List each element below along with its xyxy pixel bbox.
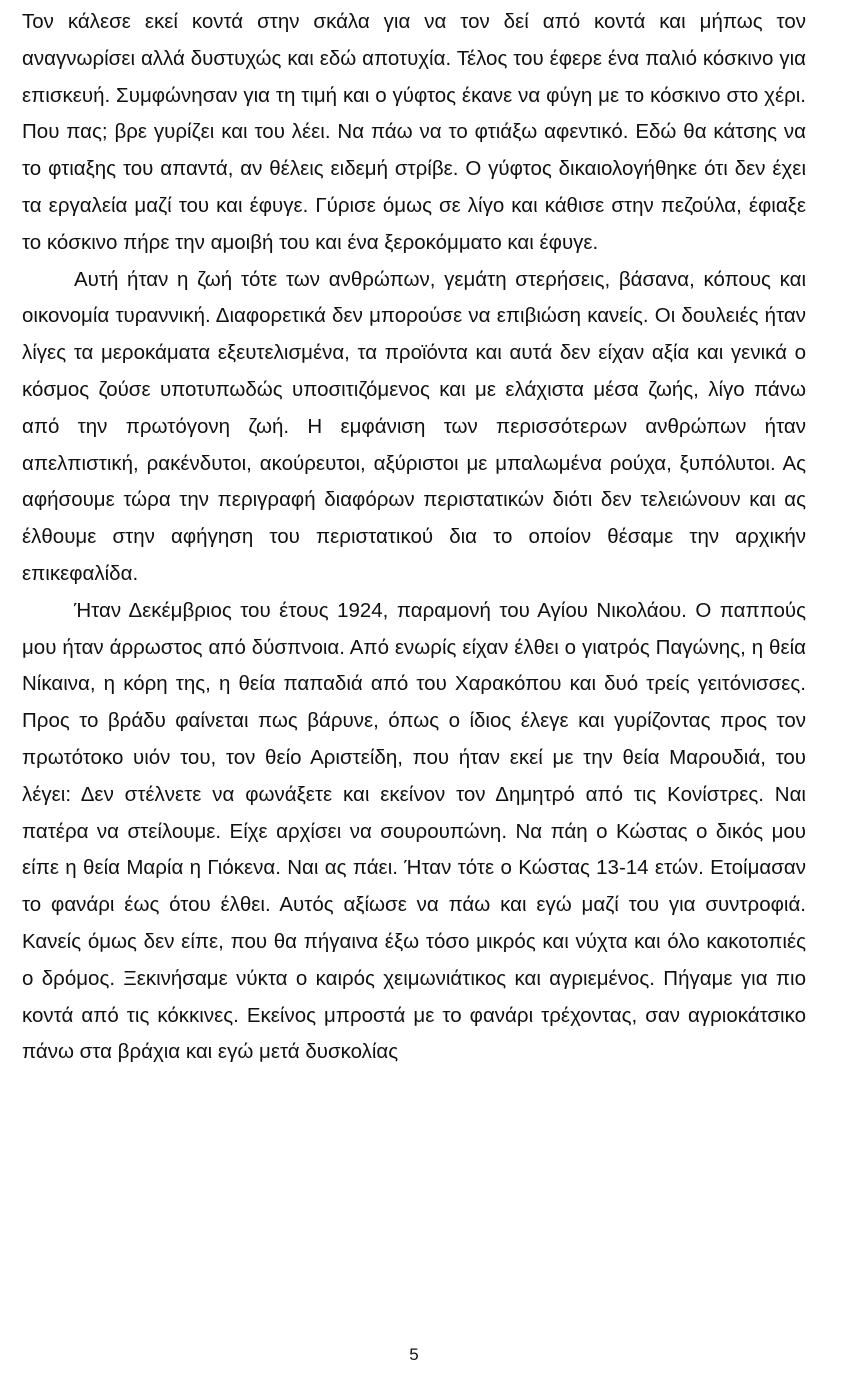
paragraph-3: Ήταν Δεκέμβριος του έτους 1924, παραμονή του Αγίου Νικολάου. Ο παππούς μου ήταν άρρωστος από δύσπνοια. Από ενωρίς είχαν έλθει ο γιατρός Παγώνης, η θεία Νίκαινα, η κόρη της, η θεία παπαδιά από του Χαρακόπου και δυό τρείς γειτόνισσες. Προς το βράδυ φαίνεται πως βάρυνε, όπως ο ίδιος έλεγε και γυρίζοντας προς τον πρωτότοκο υιόν του, τον θείο Αριστείδη, που ήταν εκεί με την θεία Μαρουδιά, του λέγει: Δεν στέλνετε να φωνάξετε και εκείνον τον Δημητρό από τις Κονίστρες. Ναι πατέρα να στείλουμε. Είχε αρχίσει να σουρουπώνη. Να πάη ο Κώστας ο δικός μου είπε η θεία Μαρία η Γιόκενα. Ναι ας πάει. Ήταν τότε ο Κώστας 13-14 ετών. Ετοίμασαν το φανάρι έως ότου έλθει. Αυτός αξίωσε να πάω και εγώ μαζί του για συντροφιά. Κανείς όμως δεν είπε, που θα πήγαινα έξω τόσο μικρός και νύχτα και όλο κακοτοπιές ο δρόμος. Ξεκινήσαμε νύκτα ο καιρός χειμωνιάτικος και αγριεμένος. Πήγαμε για πιο κοντά από τις κόκκινες. Εκείνος μπροστά με το φανάρι τρέχοντας, σαν αγριοκάτσικο πάνω στα βράχια και εγώ μετά δυσκολίας: [22, 598, 806, 1064]
paragraph-1: Τον κάλεσε εκεί κοντά στην σκάλα για να τον δεί από κοντά και μήπως τον αναγνωρίσει αλλά δυστυχώς και εδώ αποτυχία. Τέλος του έφερε ένα παλιό κόσκινο για επισκευή. Συμφώνησαν για τη τιμή και ο γύφτος έκανε να φύγη με το κόσκινο στο χέρι. Που πας; βρε γυρίζει και του λέει. Να πάω να το φτιάξω αφεντικό. Εδώ θα κάτσης να το φτιαξης του απαντά, αν θέλεις ειδεμή στρίβε. Ο γύφτος δικαιολογήθηκε ότι δεν έχει τα εργαλεία μαζί του και έφυγε. Γύρισε όμως σε λίγο και κάθισε στην πεζούλα, έφιαξε το κόσκινο πήρε την αμοιβή του και ένα ξεροκόμματο και έφυγε.: [22, 10, 806, 254]
document-page: [22, 0, 806, 1400]
body-text: [22, 4, 806, 1071]
page-number: 5: [409, 1345, 419, 1364]
paragraph-2: Αυτή ήταν η ζωή τότε των ανθρώπων, γεμάτη στερήσεις, βάσανα, κόπους και οικονομία τυραννική. Διαφορετικά δεν μπορούσε να επιβιώση κανείς. Οι δουλειές ήταν λίγες τα μεροκάματα εξευτελισμένα, τα προϊόντα και αυτά δεν είχαν αξία και γενικά ο κόσμος ζούσε υποτυπωδώς υποσιτιζόμενος και με ελάχιστα μέσα ζωής, λίγο πάνω από την πρωτόγονη ζωή. Η εμφάνιση των περισσότερων ανθρώπων ήταν απελπιστική, ρακένδυτοι, ακούρευτοι, αξύριστοι με μπαλωμένα ρούχα, ξυπόλυτοι. Ας αφήσουμε τώρα την περιγραφή διαφόρων περιστατικών διότι δεν τελειώνουν και ας έλθουμε στην αφήγηση του περιστατικού δια το οποίον θέσαμε την αρχικήν επικεφαλίδα.: [22, 267, 806, 585]
